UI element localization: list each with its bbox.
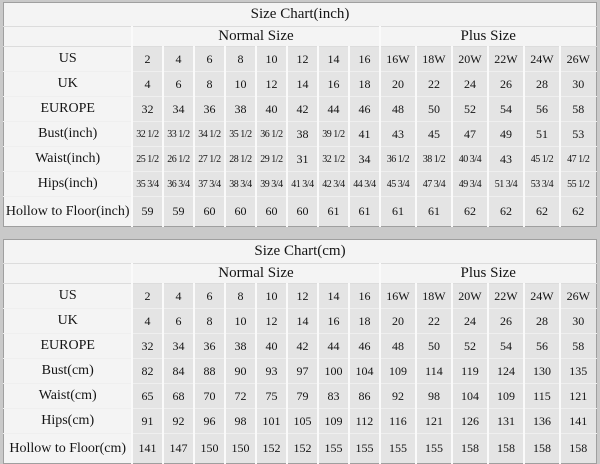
size-value-cell: 60 bbox=[225, 197, 256, 227]
size-value-cell: 50 bbox=[416, 97, 452, 122]
size-value-cell: 98 bbox=[225, 409, 256, 434]
size-value-cell: 109 bbox=[488, 384, 524, 409]
size-value-cell: 52 bbox=[452, 97, 488, 122]
size-value-cell: 37 3/4 bbox=[194, 172, 225, 197]
size-value-cell: 33 1/2 bbox=[163, 122, 194, 147]
size-value-cell: 48 bbox=[380, 97, 416, 122]
size-value-cell: 56 bbox=[524, 97, 560, 122]
size-value-cell: 24W bbox=[524, 284, 560, 309]
table-row bbox=[4, 147, 596, 172]
size-chart-table-inch bbox=[3, 2, 596, 227]
table-title: Size Chart(cm) bbox=[4, 240, 596, 264]
size-value-cell: 152 bbox=[287, 434, 318, 464]
row-label: US bbox=[4, 47, 132, 72]
size-value-cell: 49 3/4 bbox=[452, 172, 488, 197]
size-value-cell: 41 3/4 bbox=[287, 172, 318, 197]
size-value-cell: 6 bbox=[163, 309, 194, 334]
size-value-cell: 45 3/4 bbox=[380, 172, 416, 197]
size-value-cell: 26 bbox=[488, 72, 524, 97]
table-row bbox=[4, 334, 596, 359]
size-value-cell: 92 bbox=[163, 409, 194, 434]
size-value-cell: 114 bbox=[416, 359, 452, 384]
size-value-cell: 6 bbox=[194, 284, 225, 309]
size-value-cell: 30 bbox=[560, 309, 596, 334]
row-label: Bust(inch) bbox=[4, 122, 132, 147]
size-value-cell: 29 1/2 bbox=[256, 147, 287, 172]
size-value-cell: 8 bbox=[194, 309, 225, 334]
size-value-cell: 97 bbox=[287, 359, 318, 384]
size-value-cell: 26 bbox=[488, 309, 524, 334]
size-value-cell: 24 bbox=[452, 309, 488, 334]
size-value-cell: 141 bbox=[132, 434, 163, 464]
row-label: EUROPE bbox=[4, 334, 132, 359]
size-value-cell: 155 bbox=[349, 434, 380, 464]
table-row bbox=[4, 284, 596, 309]
size-value-cell: 124 bbox=[488, 359, 524, 384]
size-value-cell: 45 1/2 bbox=[524, 147, 560, 172]
size-value-cell: 150 bbox=[194, 434, 225, 464]
size-value-cell: 98 bbox=[416, 384, 452, 409]
size-value-cell: 105 bbox=[287, 409, 318, 434]
size-value-cell: 104 bbox=[349, 359, 380, 384]
corner-cell bbox=[4, 27, 132, 47]
size-value-cell: 141 bbox=[560, 409, 596, 434]
size-value-cell: 83 bbox=[318, 384, 349, 409]
size-value-cell: 18W bbox=[416, 47, 452, 72]
size-value-cell: 10 bbox=[256, 284, 287, 309]
size-value-cell: 45 bbox=[416, 122, 452, 147]
size-value-cell: 2 bbox=[132, 47, 163, 72]
size-value-cell: 131 bbox=[488, 409, 524, 434]
size-value-cell: 14 bbox=[287, 72, 318, 97]
size-value-cell: 36 bbox=[194, 334, 225, 359]
row-label: Waist(cm) bbox=[4, 384, 132, 409]
size-value-cell: 90 bbox=[225, 359, 256, 384]
size-value-cell: 36 1/2 bbox=[380, 147, 416, 172]
size-value-cell: 12 bbox=[256, 72, 287, 97]
size-value-cell: 26 1/2 bbox=[163, 147, 194, 172]
column-group-label: Normal Size bbox=[132, 264, 380, 284]
size-value-cell: 38 bbox=[287, 122, 318, 147]
size-value-cell: 24W bbox=[524, 47, 560, 72]
size-value-cell: 31 bbox=[287, 147, 318, 172]
size-value-cell: 32 bbox=[132, 97, 163, 122]
size-value-cell: 6 bbox=[163, 72, 194, 97]
size-value-cell: 36 1/2 bbox=[256, 122, 287, 147]
size-value-cell: 26W bbox=[560, 47, 596, 72]
size-value-cell: 119 bbox=[452, 359, 488, 384]
table-row bbox=[4, 97, 596, 122]
size-value-cell: 44 3/4 bbox=[349, 172, 380, 197]
size-value-cell: 36 bbox=[194, 97, 225, 122]
size-value-cell: 14 bbox=[318, 284, 349, 309]
size-value-cell: 136 bbox=[524, 409, 560, 434]
size-value-cell: 10 bbox=[225, 309, 256, 334]
size-value-cell: 50 bbox=[416, 334, 452, 359]
size-value-cell: 59 bbox=[163, 197, 194, 227]
row-label: US bbox=[4, 284, 132, 309]
size-value-cell: 34 1/2 bbox=[194, 122, 225, 147]
table-row bbox=[4, 309, 596, 334]
size-value-cell: 40 bbox=[256, 97, 287, 122]
size-value-cell: 51 bbox=[524, 122, 560, 147]
size-value-cell: 112 bbox=[349, 409, 380, 434]
size-value-cell: 39 1/2 bbox=[318, 122, 349, 147]
column-group-label: Normal Size bbox=[132, 27, 380, 47]
size-value-cell: 101 bbox=[256, 409, 287, 434]
size-value-cell: 72 bbox=[225, 384, 256, 409]
size-value-cell: 62 bbox=[524, 197, 560, 227]
size-value-cell: 60 bbox=[194, 197, 225, 227]
size-value-cell: 8 bbox=[194, 72, 225, 97]
table-row bbox=[4, 197, 596, 227]
size-value-cell: 61 bbox=[349, 197, 380, 227]
column-group-label: Plus Size bbox=[380, 27, 596, 47]
size-value-cell: 10 bbox=[256, 47, 287, 72]
size-value-cell: 42 3/4 bbox=[318, 172, 349, 197]
size-value-cell: 18 bbox=[349, 72, 380, 97]
size-value-cell: 100 bbox=[318, 359, 349, 384]
size-value-cell: 44 bbox=[318, 334, 349, 359]
size-value-cell: 126 bbox=[452, 409, 488, 434]
size-value-cell: 55 1/2 bbox=[560, 172, 596, 197]
size-value-cell: 60 bbox=[256, 197, 287, 227]
table-row bbox=[4, 47, 596, 72]
size-value-cell: 48 bbox=[380, 334, 416, 359]
size-value-cell: 34 bbox=[163, 97, 194, 122]
size-value-cell: 109 bbox=[318, 409, 349, 434]
size-value-cell: 16 bbox=[349, 284, 380, 309]
size-value-cell: 22 bbox=[416, 72, 452, 97]
size-value-cell: 43 bbox=[488, 147, 524, 172]
size-value-cell: 20 bbox=[380, 309, 416, 334]
size-value-cell: 109 bbox=[380, 359, 416, 384]
size-value-cell: 18 bbox=[349, 309, 380, 334]
size-value-cell: 8 bbox=[225, 284, 256, 309]
size-value-cell: 58 bbox=[560, 97, 596, 122]
table-row bbox=[4, 434, 596, 464]
size-value-cell: 54 bbox=[488, 97, 524, 122]
size-value-cell: 25 1/2 bbox=[132, 147, 163, 172]
size-value-cell: 12 bbox=[256, 309, 287, 334]
size-value-cell: 56 bbox=[524, 334, 560, 359]
size-value-cell: 58 bbox=[560, 334, 596, 359]
size-value-cell: 26W bbox=[560, 284, 596, 309]
size-value-cell: 82 bbox=[132, 359, 163, 384]
size-value-cell: 52 bbox=[452, 334, 488, 359]
size-value-cell: 32 bbox=[132, 334, 163, 359]
size-value-cell: 32 1/2 bbox=[318, 147, 349, 172]
size-value-cell: 4 bbox=[132, 309, 163, 334]
size-value-cell: 20W bbox=[452, 284, 488, 309]
size-value-cell: 86 bbox=[349, 384, 380, 409]
table-row bbox=[4, 72, 596, 97]
size-value-cell: 75 bbox=[256, 384, 287, 409]
size-value-cell: 8 bbox=[225, 47, 256, 72]
size-value-cell: 38 1/2 bbox=[416, 147, 452, 172]
size-value-cell: 158 bbox=[524, 434, 560, 464]
corner-cell bbox=[4, 264, 132, 284]
row-label: Hips(inch) bbox=[4, 172, 132, 197]
size-value-cell: 158 bbox=[560, 434, 596, 464]
size-value-cell: 20W bbox=[452, 47, 488, 72]
size-value-cell: 4 bbox=[132, 72, 163, 97]
size-value-cell: 24 bbox=[452, 72, 488, 97]
size-value-cell: 28 bbox=[524, 309, 560, 334]
size-value-cell: 39 3/4 bbox=[256, 172, 287, 197]
size-value-cell: 16W bbox=[380, 47, 416, 72]
size-value-cell: 68 bbox=[163, 384, 194, 409]
size-value-cell: 116 bbox=[380, 409, 416, 434]
table-row bbox=[4, 172, 596, 197]
size-value-cell: 10 bbox=[225, 72, 256, 97]
size-value-cell: 51 3/4 bbox=[488, 172, 524, 197]
size-value-cell: 93 bbox=[256, 359, 287, 384]
size-value-cell: 60 bbox=[287, 197, 318, 227]
size-value-cell: 92 bbox=[380, 384, 416, 409]
size-value-cell: 4 bbox=[163, 47, 194, 72]
size-value-cell: 38 3/4 bbox=[225, 172, 256, 197]
size-value-cell: 27 1/2 bbox=[194, 147, 225, 172]
size-value-cell: 2 bbox=[132, 284, 163, 309]
size-value-cell: 14 bbox=[287, 309, 318, 334]
size-value-cell: 14 bbox=[318, 47, 349, 72]
size-value-cell: 6 bbox=[194, 47, 225, 72]
column-group-label: Plus Size bbox=[380, 264, 596, 284]
size-value-cell: 18W bbox=[416, 284, 452, 309]
size-value-cell: 115 bbox=[524, 384, 560, 409]
size-value-cell: 155 bbox=[318, 434, 349, 464]
row-label: EUROPE bbox=[4, 97, 132, 122]
size-value-cell: 46 bbox=[349, 97, 380, 122]
size-value-cell: 61 bbox=[318, 197, 349, 227]
size-value-cell: 47 3/4 bbox=[416, 172, 452, 197]
size-value-cell: 38 bbox=[225, 97, 256, 122]
size-value-cell: 47 bbox=[452, 122, 488, 147]
size-value-cell: 35 1/2 bbox=[225, 122, 256, 147]
size-value-cell: 96 bbox=[194, 409, 225, 434]
size-value-cell: 16 bbox=[318, 72, 349, 97]
row-label: Bust(cm) bbox=[4, 359, 132, 384]
size-value-cell: 46 bbox=[349, 334, 380, 359]
size-value-cell: 104 bbox=[452, 384, 488, 409]
size-value-cell: 42 bbox=[287, 334, 318, 359]
table-row bbox=[4, 409, 596, 434]
size-value-cell: 53 3/4 bbox=[524, 172, 560, 197]
row-label: Hips(cm) bbox=[4, 409, 132, 434]
size-value-cell: 121 bbox=[416, 409, 452, 434]
size-value-cell: 121 bbox=[560, 384, 596, 409]
size-value-cell: 30 bbox=[560, 72, 596, 97]
size-value-cell: 158 bbox=[488, 434, 524, 464]
size-value-cell: 158 bbox=[452, 434, 488, 464]
size-value-cell: 61 bbox=[380, 197, 416, 227]
size-value-cell: 22 bbox=[416, 309, 452, 334]
size-value-cell: 84 bbox=[163, 359, 194, 384]
size-value-cell: 62 bbox=[452, 197, 488, 227]
row-label: UK bbox=[4, 309, 132, 334]
size-value-cell: 135 bbox=[560, 359, 596, 384]
size-value-cell: 42 bbox=[287, 97, 318, 122]
size-value-cell: 150 bbox=[225, 434, 256, 464]
row-label: UK bbox=[4, 72, 132, 97]
size-value-cell: 61 bbox=[416, 197, 452, 227]
size-value-cell: 38 bbox=[225, 334, 256, 359]
size-value-cell: 130 bbox=[524, 359, 560, 384]
size-value-cell: 59 bbox=[132, 197, 163, 227]
size-value-cell: 70 bbox=[194, 384, 225, 409]
size-value-cell: 12 bbox=[287, 47, 318, 72]
size-value-cell: 47 1/2 bbox=[560, 147, 596, 172]
size-value-cell: 44 bbox=[318, 97, 349, 122]
size-value-cell: 34 bbox=[349, 147, 380, 172]
size-value-cell: 22W bbox=[488, 47, 524, 72]
size-value-cell: 34 bbox=[163, 334, 194, 359]
size-value-cell: 28 1/2 bbox=[225, 147, 256, 172]
size-value-cell: 88 bbox=[194, 359, 225, 384]
row-label: Waist(inch) bbox=[4, 147, 132, 172]
size-value-cell: 62 bbox=[560, 197, 596, 227]
size-chart-table-cm bbox=[3, 239, 596, 464]
size-value-cell: 79 bbox=[287, 384, 318, 409]
table-row bbox=[4, 122, 596, 147]
size-value-cell: 40 bbox=[256, 334, 287, 359]
size-value-cell: 35 3/4 bbox=[132, 172, 163, 197]
size-value-cell: 155 bbox=[380, 434, 416, 464]
size-value-cell: 155 bbox=[416, 434, 452, 464]
size-value-cell: 41 bbox=[349, 122, 380, 147]
table-row bbox=[4, 359, 596, 384]
table-title: Size Chart(inch) bbox=[4, 3, 596, 27]
size-value-cell: 65 bbox=[132, 384, 163, 409]
size-value-cell: 43 bbox=[380, 122, 416, 147]
size-value-cell: 40 3/4 bbox=[452, 147, 488, 172]
row-label: Hollow to Floor(inch) bbox=[4, 197, 132, 227]
size-value-cell: 4 bbox=[163, 284, 194, 309]
size-value-cell: 91 bbox=[132, 409, 163, 434]
table-row bbox=[4, 384, 596, 409]
size-value-cell: 12 bbox=[287, 284, 318, 309]
size-value-cell: 16 bbox=[349, 47, 380, 72]
size-value-cell: 28 bbox=[524, 72, 560, 97]
size-value-cell: 152 bbox=[256, 434, 287, 464]
size-value-cell: 22W bbox=[488, 284, 524, 309]
size-value-cell: 53 bbox=[560, 122, 596, 147]
row-label: Hollow to Floor(cm) bbox=[4, 434, 132, 464]
size-value-cell: 36 3/4 bbox=[163, 172, 194, 197]
size-value-cell: 49 bbox=[488, 122, 524, 147]
size-value-cell: 54 bbox=[488, 334, 524, 359]
size-value-cell: 16 bbox=[318, 309, 349, 334]
size-value-cell: 20 bbox=[380, 72, 416, 97]
size-value-cell: 16W bbox=[380, 284, 416, 309]
size-value-cell: 147 bbox=[163, 434, 194, 464]
size-value-cell: 32 1/2 bbox=[132, 122, 163, 147]
size-value-cell: 62 bbox=[488, 197, 524, 227]
